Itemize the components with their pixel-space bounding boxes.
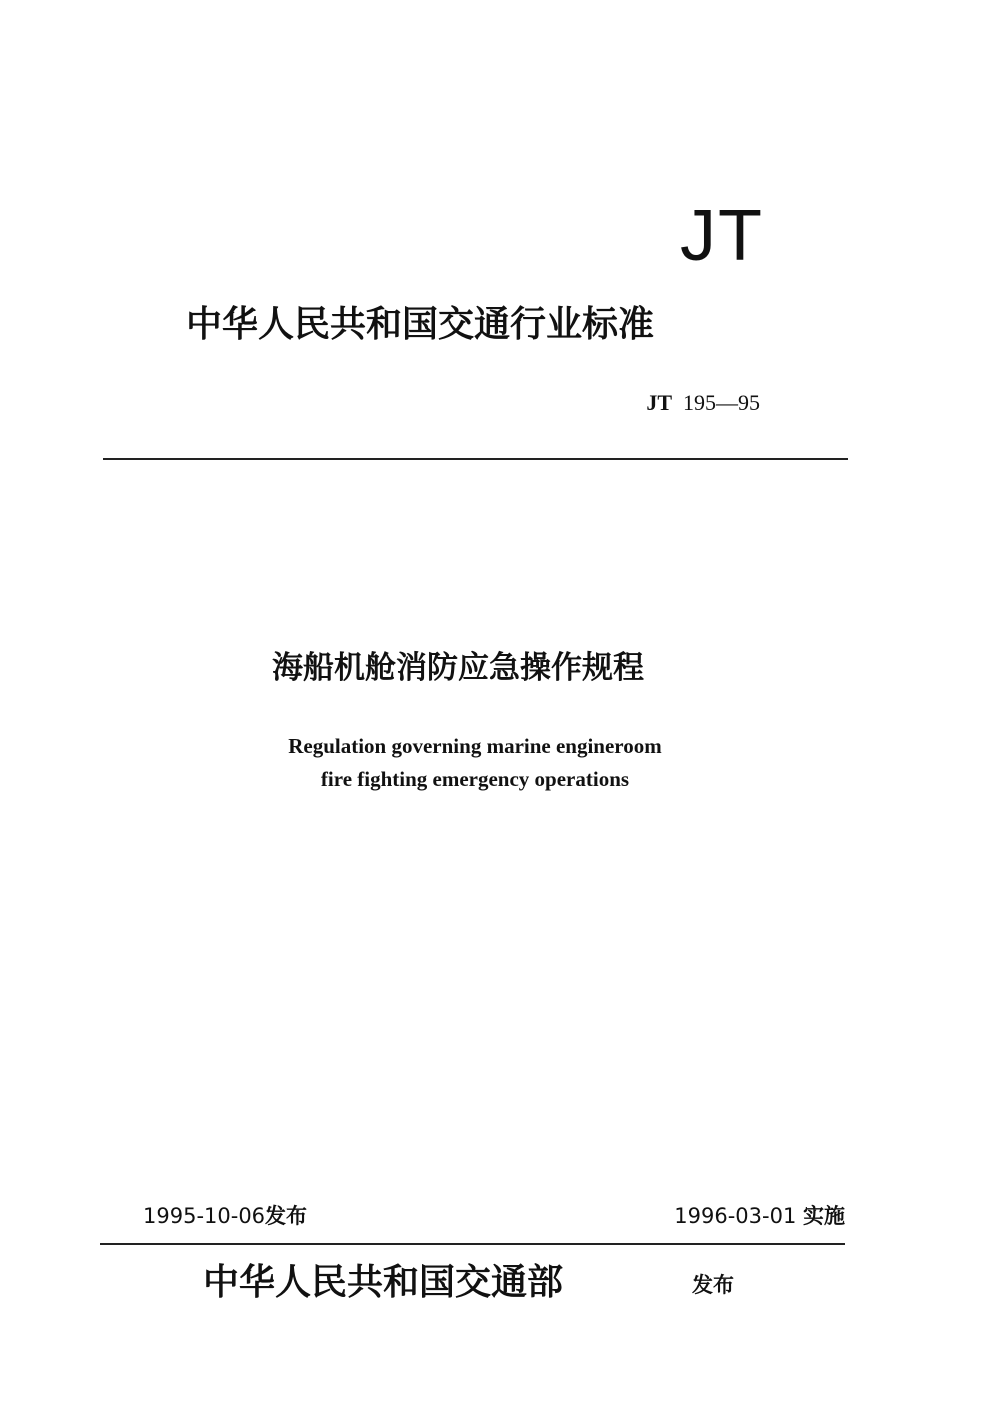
title-english: [250, 730, 700, 796]
title-chinese: 海船机舱消防应急操作规程: [272, 650, 644, 686]
effective-date-value: 1996-03-01: [674, 1204, 797, 1228]
standard-number: [560, 389, 760, 417]
top-divider: [103, 458, 848, 460]
standard-code: JT: [646, 390, 672, 415]
effective-date: [545, 1201, 845, 1231]
jt-logo: JT: [680, 196, 764, 276]
issue-date: [143, 1201, 443, 1231]
issue-label: 发布: [265, 1204, 308, 1228]
publish-label: 发布: [692, 1273, 734, 1297]
standard-number-value: 195—95: [683, 390, 760, 415]
bottom-divider: [100, 1243, 845, 1245]
title-english-line-1: Regulation governing marine engineroom: [288, 734, 662, 758]
title-english-line-2: fire fighting emergency operations: [320, 767, 630, 791]
publisher: 中华人民共和国交通部: [203, 1261, 564, 1303]
effective-label: 实施: [803, 1204, 845, 1228]
standard-category: 中华人民共和国交通行业标准: [186, 304, 655, 345]
issue-date-value: 1995-10-06: [143, 1204, 266, 1228]
